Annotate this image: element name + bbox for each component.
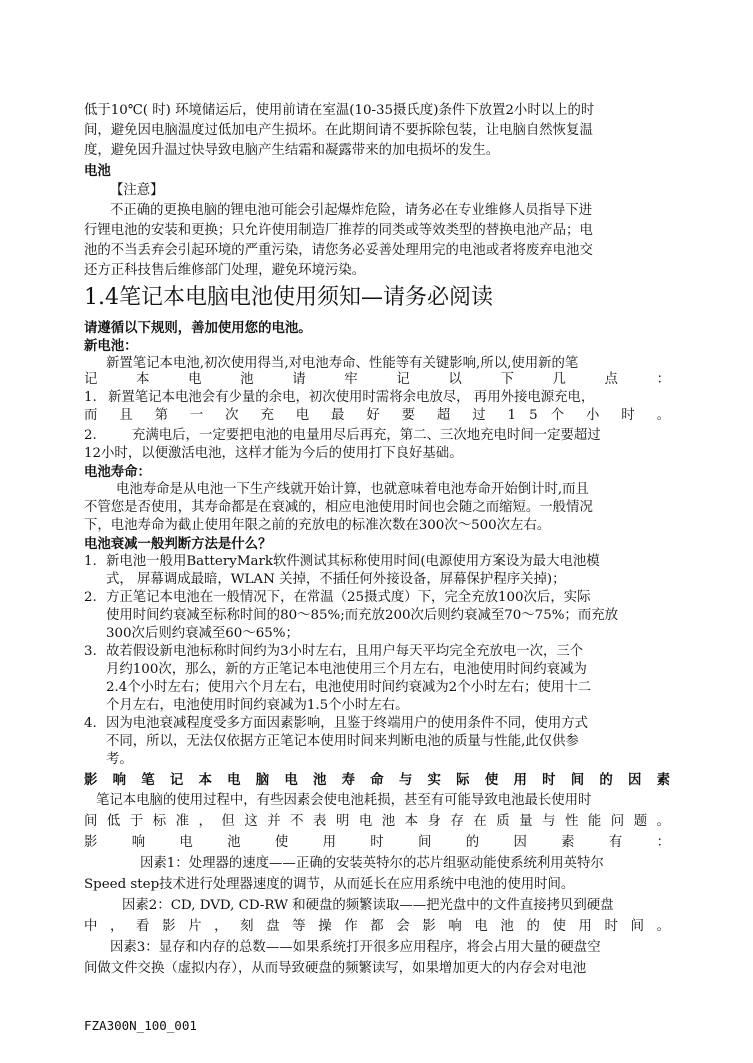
storage-paragraph-line-3: 度，避免因升温过快导致电脑产生结霜和凝露带来的加电损坏的发生。 (84, 143, 500, 158)
decay-item-3-line-4: 个月左右，电池使用时间约衰减为1.5个小时左右。 (106, 698, 409, 713)
factor-1-line-2: Speed step技术进行处理器速度的调节，从而延长在应用系统中电池的使用时间。 (84, 877, 575, 892)
decay-item-2-line-3: 300次后则约衰减至60～65%； (106, 626, 299, 641)
list-number: 1. (84, 390, 97, 405)
battery-life-line-1: 电池寿命是从电池一下生产线就开始计算，也就意味着电池寿命开始倒计时,而且 (116, 482, 589, 497)
storage-paragraph-line-2: 间，避免因电脑温度过低加电产生损坏。在此期间请不要拆除包装，让电脑自然恢复温 (84, 123, 593, 138)
factor-2-line-1: 因素2：CD, DVD, CD-RW 和硬盘的频繁读取——把光盘中的文件直接拷贝到硬盘 (122, 898, 614, 913)
storage-paragraph-line-1: 低于10℃( 时) 环境储运后，使用前请在室温(10-35摄氏度)条件下放置2小时以上的时 (84, 103, 595, 118)
decay-item-3-line-3: 2.4个小时左右；使用六个月左右，电池使用时间约衰减为2个小时左右；使用十二 (106, 680, 592, 695)
list-number: 2. (84, 428, 97, 443)
list-item-text: 方正笔记本电池在一般情况下，在常温（25摄式度）下，完全充放100次后，实际 (106, 590, 591, 605)
notice-line-2: 行锂电池的安装和更换；只允许使用制造厂推荐的同类或等效类型的替换电池产品；电 (84, 223, 593, 238)
list-item-text: 因为电池衰减程度受多方面因素影响，且鉴于终端用户的使用条件不同，使用方式 (106, 716, 589, 731)
decay-item-2-line-2: 使用时间约衰减至标称时间的80～85%;而充放200次后则约衰减至70～75%；而充放 (106, 608, 618, 623)
factors-line-1: 笔记本电脑的使用过程中，有些因素会使电池耗损，甚至有可能导致电池最长使用时 (96, 793, 592, 808)
new-battery-line-1: 新置笔记本电池,初次使用得当,对电池寿命、性能等有关键影响,所以,使用新的笔 (106, 356, 579, 371)
decay-item-1-line-2: 式， 屏幕调成最暗，WLAN 关掉，不插任何外接设备，屏幕保护程序关掉)； (106, 572, 566, 587)
battery-life-title: 电池寿命： (84, 464, 151, 480)
factor-1-line-1: 因素1：处理器的速度——正确的安装英特尔的芯片组驱动能使系统利用英特尔 (140, 856, 604, 871)
new-battery-item-2-line-2: 12小时，以便激活电池，这样才能为今后的使用打下良好基础。 (84, 446, 463, 461)
factors-title: 影 响 笔 记 本 电 脑 电 池 寿 命 与 实 际 使 用 时 间 的 因 素 (84, 772, 670, 788)
new-battery-item-2 (84, 426, 670, 446)
factor-2-line-2: 中 ， 看 影 片 ， 刻 盘 等 操 作 都 会 影 响 电 池 的 使 用 时 间 。 (84, 919, 670, 934)
list-item-text: 充满电后，一定要把电池的电量用尽后再充，第二、三次地充电时间一定要超过 (132, 428, 601, 443)
section-heading: 1.4笔记本电脑电池使用须知—请务必阅读 (84, 285, 493, 310)
notice-line-1: 不正确的更换电脑的锂电池可能会引起爆炸危险，请务必在专业维修人员指导下进 (110, 203, 593, 218)
new-battery-item-1-line-2: 而 且 第 一 次 充 电 最 好 要 超 过 1 5 个 小 时 。 (84, 408, 670, 423)
battery-life-line-2: 不管您是否使用，其寿命都是在衰减的，相应电池使用时间也会随之而缩短。一般情况 (84, 500, 593, 515)
decay-item-4-line-3: 考。 (106, 752, 133, 767)
list-number: 2. (84, 590, 97, 605)
list-item-text: 新置笔记本电池会有少量的余电，初次使用时需将余电放尽， 再用外接电源充电， (108, 390, 595, 405)
list-number: 3. (84, 644, 97, 659)
battery-life-line-3: 下，电池寿命为截止使用年限之前的充放电的标准次数在300次～500次左右。 (84, 518, 551, 533)
notice-line-3: 池的不当丢弃会引起环境的严重污染，请您务必妥善处理用完的电池或者将废弃电池交 (84, 243, 593, 258)
decay-title: 电池衰减一般判断方法是什么？ (84, 536, 272, 552)
list-number: 1. (84, 554, 97, 569)
factors-line-2: 间 低 于 标 准 ， 但 这 并 不 表 明 电 池 本 身 存 在 质 量 与 性 能 问 题 。 (84, 814, 670, 829)
list-item-text: 故若假设新电池标称时间约为3小时左右，且用户每天平均完全充放电一次，三个 (106, 644, 584, 659)
notice-label: 【注意】 (110, 183, 164, 198)
new-battery-line-2: 记 本 电 池 请 牢 记 以 下 几 点 ： (84, 372, 670, 387)
factor-3-line-1: 因素3：显存和内存的总数——如果系统打开很多应用程序，将会占用大量的硬盘空 (110, 940, 601, 955)
decay-item-3-line-2: 月约100次，那么，新的方正笔记本电池使用三个月左右，电池使用时间约衰减为 (106, 662, 587, 677)
rules-intro: 请遵循以下规则，善加使用您的电池。 (84, 320, 312, 336)
page-footer-code: FZA300N_100_001 (84, 1018, 197, 1033)
notice-line-4: 还方正科技售后维修部门处理，避免环境污染。 (84, 263, 366, 278)
factors-line-3: 影 响 电 池 使 用 时 间 的 因 素 有 ： (84, 835, 670, 850)
factor-3-line-2: 间做文件交换（虚拟内存），从而导致硬盘的频繁读写，如果增加更大的内存会对电池 (84, 961, 587, 976)
list-item-text: 新电池一般用BatteryMark软件测试其标称使用时间(电源使用方案设为最大电池模 (106, 554, 600, 569)
new-battery-title: 新电池： (84, 338, 138, 354)
decay-item-4-line-2: 不同，所以，无法仅依据方正笔记本使用时间来判断电池的质量与性能,此仅供参 (106, 734, 579, 749)
list-number: 4. (84, 716, 97, 731)
battery-section-title: 电池 (84, 163, 111, 179)
